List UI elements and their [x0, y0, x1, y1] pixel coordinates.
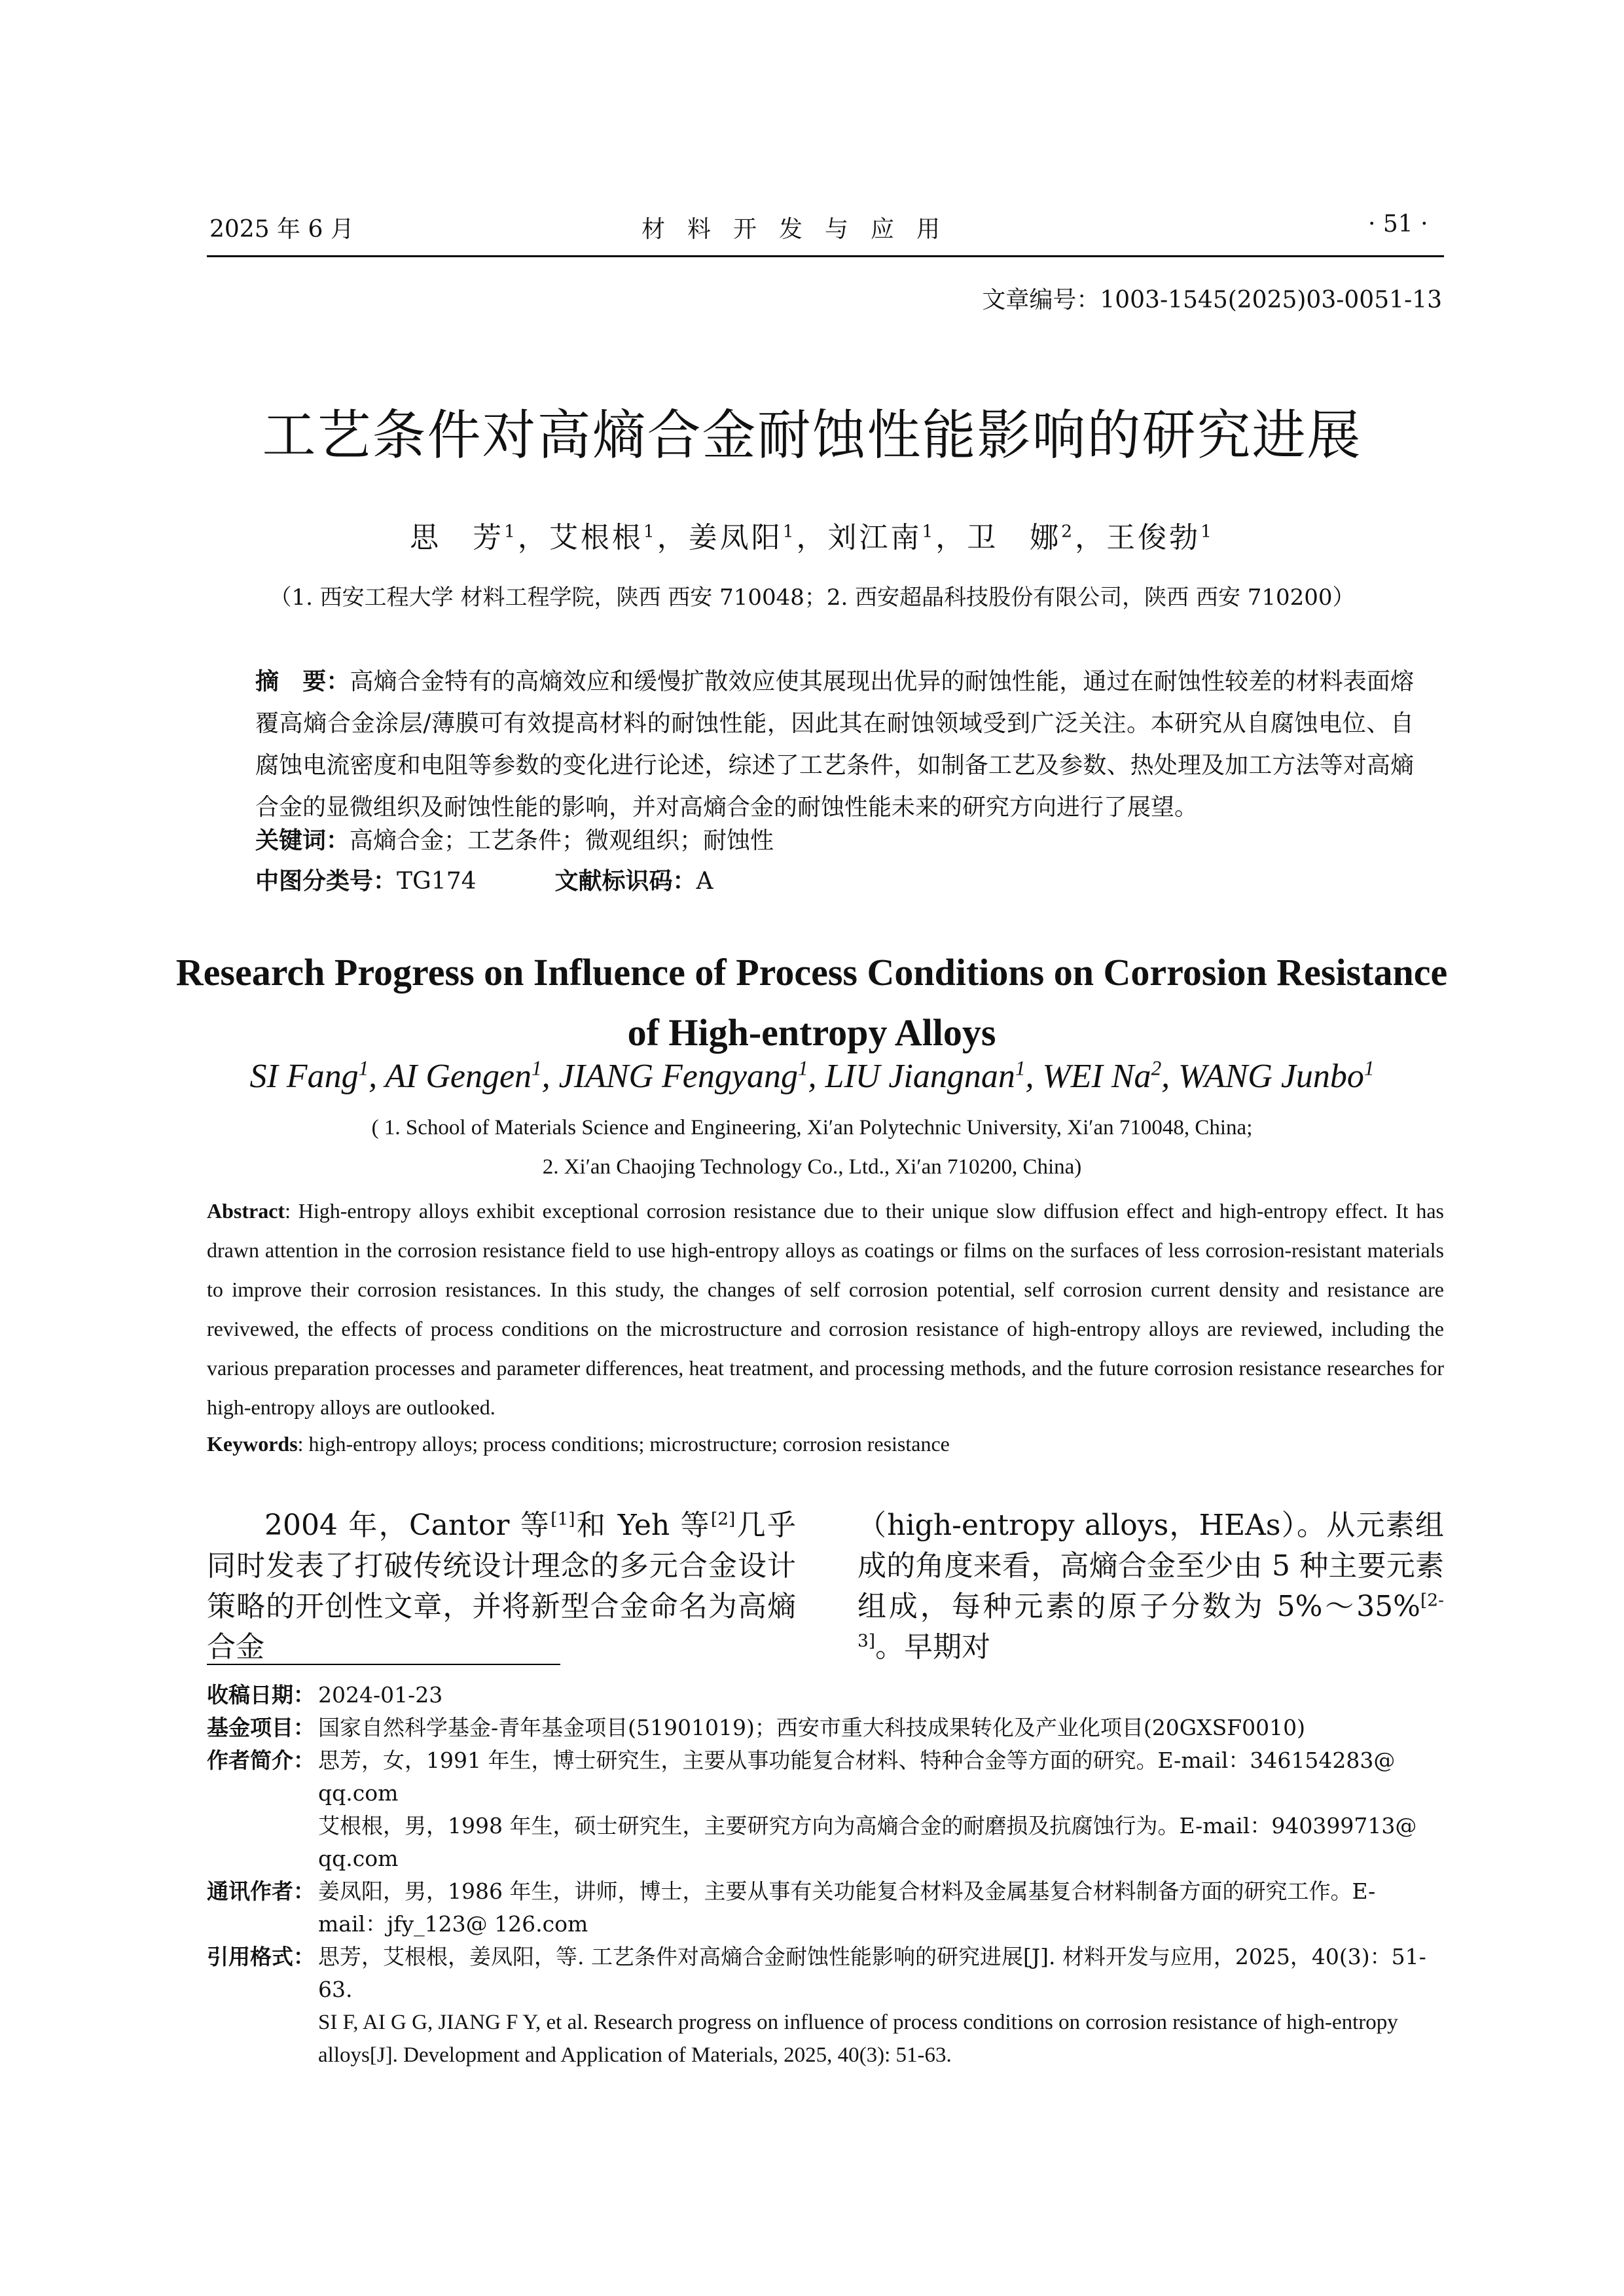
footnote-received — [207, 1679, 1444, 1712]
citation: [2-3] — [857, 1590, 1444, 1651]
keywords-chinese — [255, 822, 774, 855]
author-en: LIU Jiangnan — [825, 1058, 1015, 1095]
footnote-corresponding — [207, 1875, 1444, 1941]
header-journal-name: 材料开发与应用 — [641, 216, 963, 243]
author-en: SI Fang — [249, 1058, 359, 1095]
author-en: AI Gengen — [385, 1058, 532, 1095]
author-cn: 艾根根 — [549, 521, 643, 554]
authors-chinese: 思 芳$^1$，艾根根$^1$，姜凤阳$^1$，刘江南$^1$，卫 娜$^2$，王俊勃$^1$ — [410, 521, 1214, 554]
footnote-label: 引用格式： — [207, 1944, 315, 1969]
keywords-english — [207, 1432, 950, 1456]
citation: [1] — [550, 1509, 575, 1530]
footnote-text: 国家自然科学基金-青年基金项目(51901019)；西安市重大科技成果转化及产业化项目(20GXSF0010) — [318, 1715, 1305, 1740]
author-en: JIANG Fengyang — [558, 1058, 798, 1095]
author-cn: 姜凤阳 — [688, 521, 783, 554]
abstract-en-label: Abstract — [207, 1199, 285, 1223]
title-english: Research Progress on Influence of Process Conditions on Corrosion Resistance of High-entropy Alloys — [175, 951, 1448, 1054]
abstract-english — [207, 1191, 1444, 1427]
footnote-label: 基金项目： — [207, 1715, 315, 1740]
body-column-left: 2004 年，Cantor 等[1]和 Yeh 等[2]几乎同时发表了打破传统设计理念的多元合金设计策略的开创性文章，并将新型合金命名为高熵合金 — [207, 1509, 797, 1664]
footnote-citation-format — [207, 1941, 1444, 2072]
clc-label: 中图分类号： — [255, 868, 397, 895]
abstract-chinese — [255, 661, 1414, 829]
footnote-funding — [207, 1712, 1444, 1744]
footnote-label: 作者简介： — [207, 1748, 315, 1773]
classification-line — [255, 863, 713, 896]
keywords-en-label: Keywords — [207, 1432, 298, 1456]
author-cn: 卫 娜 — [967, 521, 1062, 554]
keywords-cn-label: 关键词： — [255, 827, 350, 854]
author-en: WEI Na — [1042, 1058, 1151, 1095]
footnote-text: 姜凤阳，男，1986 年生，讲师，博士，主要从事有关功能复合材料及金属基复合材料制备方面的研究工作。E-mail：jfy_123@ 126.com — [318, 1878, 1376, 1937]
footnote-text: 思芳，艾根根，姜凤阳，等. 工艺条件对高熵合金耐蚀性能影响的研究进展[J]. 材料开发与应用，2025，40(3)：51-63. — [318, 1944, 1426, 2002]
affiliation-chinese: （1. 西安工程大学 材料工程学院，陕西 西安 710048；2. 西安超晶科技股份有限公司，陕西 西安 710200） — [269, 584, 1355, 611]
header-rule — [207, 255, 1444, 257]
footnote-label: 通讯作者： — [207, 1878, 315, 1904]
author-en: WANG Junbo — [1178, 1058, 1364, 1095]
footnote-author-bio — [207, 1744, 1444, 1875]
header-date: 2025 年 6 月 — [209, 216, 354, 243]
footnote-text: 艾根根，男，1998 年生，硕士研究生，主要研究方向为高熵合金的耐磨损及抗腐蚀行为。E-mail：940399713@ qq.com — [318, 1813, 1417, 1871]
keywords-cn-text: 高熵合金；工艺条件；微观组织；耐蚀性 — [350, 827, 774, 854]
footnote-text: 2024-01-23 — [318, 1682, 443, 1708]
footnotes — [207, 1679, 1444, 2072]
citation: [2] — [710, 1509, 736, 1530]
author-cn: 思 芳 — [410, 521, 505, 554]
author-cn: 王俊勃 — [1106, 521, 1201, 554]
author-cn: 刘江南 — [827, 521, 922, 554]
footnote-label: 收稿日期： — [207, 1682, 315, 1708]
abstract-cn-text: 高熵合金特有的高熵效应和缓慢扩散效应使其展现出优异的耐蚀性能，通过在耐蚀性较差的材料表面熔覆高熵合金涂层/薄膜可有效提高材料的耐蚀性能，因此其在耐蚀领域受到广泛关注。本研究从自腐蚀电位、自腐蚀电流密度和电阻等参数的变化进行论述，综述了工艺条件，如制备工艺及参数、热处理及加工方法等对高熵合金的显微组织及耐蚀性能的影响，并对高熵合金的耐蚀性能未来的研究方向进行了展望。 — [255, 668, 1414, 821]
authors-english: SI Fang$^1$, AI Gengen$^1$, JIANG Fengyang$^1$, LIU Jiangnan$^1$, WEI Na$^2$, WANG Junbo$^1$ — [249, 1056, 1375, 1095]
clc-value: TG174 — [397, 868, 477, 895]
body-column-right: （high-entropy alloys，HEAs）。从元素组成的角度来看，高熵合金至少由 5 种主要元素组成，每种元素的原子分数为 5%～35%[2-3]。早期对 — [857, 1509, 1444, 1664]
header-page-number: · 51 · — [1368, 211, 1428, 238]
keywords-en-text: : high-entropy alloys; process conditions; microstructure; corrosion resistance — [297, 1432, 950, 1456]
doc-code-value: A — [696, 868, 713, 895]
footnote-text: SI F, AI G G, JIANG F Y, et al. Research progress on influence of process conditions on corrosion resistance of high-entropy alloys[J]. Development and Application of Materials, 2025, 40(3): 51-63. — [318, 2011, 1398, 2067]
abstract-cn-label: 摘 要： — [255, 668, 350, 695]
title-chinese: 工艺条件对高熵合金耐蚀性能影响的研究进展 — [262, 404, 1362, 467]
abstract-en-text: : High-entropy alloys exhibit exceptional corrosion resistance due to their unique slow diffusion effect and high-entropy effect. It has drawn attention in the corrosion resistance field to use high-entropy alloys as coatings or films on the surfaces of less corrosion-resistant materials to improve their corrosion resistances. In this study, the changes of self corrosion potential, self corrosion current density and resistance are revivewed, the effects of process conditions on the microstructure and corrosion resistance of high-entropy alloys are reviewed, including the various preparation processes and parameter differences, heat treatment, and processing methods, and the future corrosion resistance researches for high-entropy alloys are outlooked. — [207, 1199, 1444, 1419]
article-number: 文章编号：1003-1545(2025)03-0051-13 — [982, 287, 1442, 314]
affiliation-english-line-1: ( 1. School of Materials Science and Engineering, Xi′an Polytechnic University, Xi′an 710048, China; — [371, 1116, 1253, 1139]
footnote-rule — [207, 1664, 560, 1665]
footnote-text: 思芳，女，1991 年生，博士研究生，主要从事功能复合材料、特种合金等方面的研究。E-mail：346154283@ qq.com — [318, 1748, 1396, 1806]
doc-code-label: 文献标识码： — [554, 868, 696, 895]
affiliation-english-line-2: 2. Xi′an Chaojing Technology Co., Ltd., Xi′an 710200, China) — [542, 1155, 1082, 1179]
